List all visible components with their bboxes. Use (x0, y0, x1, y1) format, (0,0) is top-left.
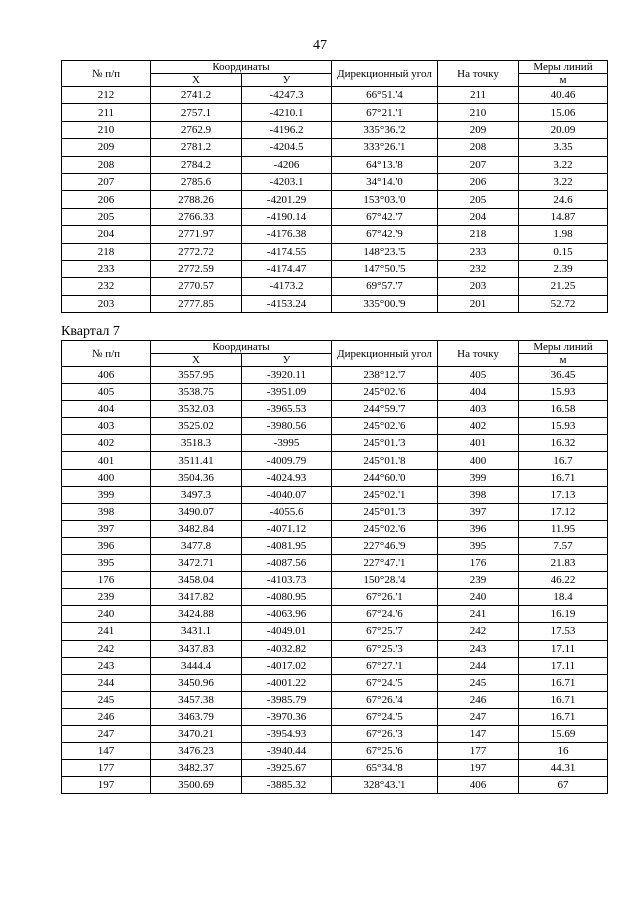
header-num: № п/п (62, 341, 151, 367)
cell-point-num: 400 (62, 469, 151, 486)
cell-angle: 34°14.'0 (332, 173, 438, 190)
cell-point-num: 239 (62, 589, 151, 606)
table-row (62, 520, 608, 537)
cell-x: 3458.04 (151, 572, 242, 589)
cell-angle: 148°23.'5 (332, 243, 438, 260)
cell-length: 21.25 (519, 278, 608, 295)
cell-point-num: 245 (62, 691, 151, 708)
cell-y: -4204.5 (242, 139, 332, 156)
cell-to-point: 402 (438, 418, 519, 435)
cell-to-point: 211 (438, 87, 519, 104)
cell-length: 16.32 (519, 435, 608, 452)
cell-length: 46.22 (519, 572, 608, 589)
cell-y: -4032.82 (242, 640, 332, 657)
cell-angle: 67°42.'9 (332, 226, 438, 243)
cell-x: 2741.2 (151, 87, 242, 104)
table-row (62, 674, 608, 691)
table-row (62, 243, 608, 260)
cell-to-point: 197 (438, 760, 519, 777)
cell-x: 2757.1 (151, 104, 242, 121)
cell-length: 16.7 (519, 452, 608, 469)
header-num: № п/п (62, 61, 151, 87)
cell-point-num: 218 (62, 243, 151, 260)
table-row (62, 121, 608, 138)
cell-length: 17.13 (519, 486, 608, 503)
header-angle: Дирекционный угол (332, 61, 438, 87)
cell-y: -4081.95 (242, 537, 332, 554)
cell-y: -3951.09 (242, 384, 332, 401)
cell-to-point: 210 (438, 104, 519, 121)
cell-angle: 245°02.'6 (332, 520, 438, 537)
cell-x: 3457.38 (151, 691, 242, 708)
cell-x: 3518.3 (151, 435, 242, 452)
table-row (62, 173, 608, 190)
cell-x: 3476.23 (151, 743, 242, 760)
cell-y: -4040.07 (242, 486, 332, 503)
cell-x: 2781.2 (151, 139, 242, 156)
table-row (62, 367, 608, 384)
cell-x: 3532.03 (151, 401, 242, 418)
cell-angle: 67°25.'6 (332, 743, 438, 760)
cell-y: -4071.12 (242, 520, 332, 537)
cell-length: 3.22 (519, 173, 608, 190)
cell-angle: 67°24.'6 (332, 606, 438, 623)
cell-length: 15.93 (519, 384, 608, 401)
cell-to-point: 206 (438, 173, 519, 190)
cell-angle: 245°01.'8 (332, 452, 438, 469)
cell-x: 2771.97 (151, 226, 242, 243)
cell-to-point: 245 (438, 674, 519, 691)
cell-angle: 245°01.'3 (332, 503, 438, 520)
cell-angle: 335°36.'2 (332, 121, 438, 138)
header-y: У (242, 354, 332, 367)
table-row (62, 208, 608, 225)
cell-y: -4190.14 (242, 208, 332, 225)
cell-to-point: 242 (438, 623, 519, 640)
table-row (62, 191, 608, 208)
cell-y: -3885.32 (242, 777, 332, 794)
cell-angle: 244°59.'7 (332, 401, 438, 418)
cell-x: 3497.3 (151, 486, 242, 503)
cell-point-num: 402 (62, 435, 151, 452)
cell-to-point: 405 (438, 367, 519, 384)
table-row (62, 295, 608, 312)
cell-to-point: 398 (438, 486, 519, 503)
table-row (62, 260, 608, 277)
cell-x: 3470.21 (151, 725, 242, 742)
cell-length: 17.11 (519, 657, 608, 674)
cell-angle: 64°13.'8 (332, 156, 438, 173)
cell-length: 36.45 (519, 367, 608, 384)
cell-to-point: 209 (438, 121, 519, 138)
table-row (62, 725, 608, 742)
cell-x: 2788.26 (151, 191, 242, 208)
cell-x: 2777.85 (151, 295, 242, 312)
cell-x: 3417.82 (151, 589, 242, 606)
cell-length: 44.31 (519, 760, 608, 777)
cell-to-point: 243 (438, 640, 519, 657)
cell-x: 2766.33 (151, 208, 242, 225)
cell-angle: 227°46.'9 (332, 537, 438, 554)
cell-y: -4174.55 (242, 243, 332, 260)
cell-y: -3965.53 (242, 401, 332, 418)
cell-length: 24.6 (519, 191, 608, 208)
cell-point-num: 210 (62, 121, 151, 138)
cell-length: 52.72 (519, 295, 608, 312)
cell-angle: 67°42.'7 (332, 208, 438, 225)
cell-x: 3500.69 (151, 777, 242, 794)
cell-point-num: 242 (62, 640, 151, 657)
cell-y: -4206 (242, 156, 332, 173)
cell-y: -4103.73 (242, 572, 332, 589)
cell-point-num: 176 (62, 572, 151, 589)
cell-angle: 67°27.'1 (332, 657, 438, 674)
cell-angle: 67°25.'3 (332, 640, 438, 657)
cell-point-num: 398 (62, 503, 151, 520)
cell-to-point: 401 (438, 435, 519, 452)
header-unit: м (519, 354, 608, 367)
cell-length: 15.06 (519, 104, 608, 121)
cell-point-num: 211 (62, 104, 151, 121)
cell-y: -3954.93 (242, 725, 332, 742)
cell-y: -3995 (242, 435, 332, 452)
cell-length: 15.69 (519, 725, 608, 742)
header-measures: Меры линий (519, 341, 608, 354)
cell-point-num: 208 (62, 156, 151, 173)
cell-angle: 147°50.'5 (332, 260, 438, 277)
cell-point-num: 396 (62, 537, 151, 554)
cell-to-point: 233 (438, 243, 519, 260)
cell-point-num: 147 (62, 743, 151, 760)
cell-to-point: 240 (438, 589, 519, 606)
cell-length: 16.71 (519, 469, 608, 486)
cell-angle: 69°57.'7 (332, 278, 438, 295)
cell-y: -3980.56 (242, 418, 332, 435)
cell-y: -3985.79 (242, 691, 332, 708)
cell-x: 3424.88 (151, 606, 242, 623)
cell-length: 67 (519, 777, 608, 794)
cell-x: 3472.71 (151, 555, 242, 572)
table-row (62, 606, 608, 623)
cell-to-point: 147 (438, 725, 519, 742)
cell-angle: 245°02.'1 (332, 486, 438, 503)
cell-y: -4001.22 (242, 674, 332, 691)
cell-x: 2784.2 (151, 156, 242, 173)
cell-to-point: 246 (438, 691, 519, 708)
cell-angle: 153°03.'0 (332, 191, 438, 208)
cell-x: 2772.59 (151, 260, 242, 277)
cell-point-num: 243 (62, 657, 151, 674)
cell-point-num: 204 (62, 226, 151, 243)
cell-length: 7.57 (519, 537, 608, 554)
cell-length: 1.98 (519, 226, 608, 243)
cell-x: 2770.57 (151, 278, 242, 295)
cell-y: -4153.24 (242, 295, 332, 312)
cell-x: 3538.75 (151, 384, 242, 401)
cell-point-num: 233 (62, 260, 151, 277)
cell-x: 3482.84 (151, 520, 242, 537)
cell-point-num: 244 (62, 674, 151, 691)
cell-length: 2.39 (519, 260, 608, 277)
cell-length: 3.22 (519, 156, 608, 173)
cell-point-num: 232 (62, 278, 151, 295)
table-row (62, 452, 608, 469)
cell-x: 3463.79 (151, 708, 242, 725)
table-row (62, 87, 608, 104)
cell-point-num: 401 (62, 452, 151, 469)
cell-length: 17.11 (519, 640, 608, 657)
table-row (62, 743, 608, 760)
cell-angle: 67°26.'4 (332, 691, 438, 708)
header-coords: Координаты (151, 341, 332, 354)
cell-angle: 328°43.'1 (332, 777, 438, 794)
section-title: Квартал 7 (61, 324, 120, 339)
cell-angle: 245°02.'6 (332, 384, 438, 401)
cell-angle: 245°01.'3 (332, 435, 438, 452)
table-row (62, 486, 608, 503)
cell-point-num: 209 (62, 139, 151, 156)
table-row (62, 503, 608, 520)
cell-point-num: 403 (62, 418, 151, 435)
cell-point-num: 212 (62, 87, 151, 104)
table-row (62, 708, 608, 725)
cell-length: 16.71 (519, 708, 608, 725)
cell-x: 3525.02 (151, 418, 242, 435)
cell-angle: 244°60.'0 (332, 469, 438, 486)
cell-point-num: 395 (62, 555, 151, 572)
cell-to-point: 207 (438, 156, 519, 173)
cell-length: 17.12 (519, 503, 608, 520)
table-row (62, 278, 608, 295)
cell-y: -4176.38 (242, 226, 332, 243)
cell-angle: 333°26.'1 (332, 139, 438, 156)
cell-length: 16.58 (519, 401, 608, 418)
cell-to-point: 203 (438, 278, 519, 295)
cell-x: 3482.37 (151, 760, 242, 777)
cell-length: 18.4 (519, 589, 608, 606)
cell-x: 3511.41 (151, 452, 242, 469)
coordinates-table-2 (61, 340, 608, 794)
cell-angle: 67°26.'3 (332, 725, 438, 742)
cell-x: 2762.9 (151, 121, 242, 138)
cell-to-point: 241 (438, 606, 519, 623)
cell-angle: 66°51.'4 (332, 87, 438, 104)
cell-length: 14.87 (519, 208, 608, 225)
cell-x: 3477.8 (151, 537, 242, 554)
cell-to-point: 176 (438, 555, 519, 572)
cell-to-point: 403 (438, 401, 519, 418)
cell-y: -4017.02 (242, 657, 332, 674)
cell-length: 16.71 (519, 691, 608, 708)
table-row (62, 589, 608, 606)
cell-y: -4174.47 (242, 260, 332, 277)
cell-y: -4210.1 (242, 104, 332, 121)
cell-point-num: 241 (62, 623, 151, 640)
cell-to-point: 201 (438, 295, 519, 312)
cell-length: 16.71 (519, 674, 608, 691)
cell-angle: 227°47.'1 (332, 555, 438, 572)
cell-to-point: 399 (438, 469, 519, 486)
cell-to-point: 247 (438, 708, 519, 725)
cell-angle: 65°34.'8 (332, 760, 438, 777)
cell-point-num: 247 (62, 725, 151, 742)
cell-to-point: 397 (438, 503, 519, 520)
cell-to-point: 395 (438, 537, 519, 554)
cell-angle: 245°02.'6 (332, 418, 438, 435)
table-row (62, 156, 608, 173)
table-row (62, 226, 608, 243)
cell-point-num: 177 (62, 760, 151, 777)
cell-point-num: 406 (62, 367, 151, 384)
cell-length: 3.35 (519, 139, 608, 156)
cell-y: -3940.44 (242, 743, 332, 760)
table-row (62, 572, 608, 589)
coordinates-table-1 (61, 60, 608, 313)
cell-point-num: 203 (62, 295, 151, 312)
table-row (62, 418, 608, 435)
cell-to-point: 244 (438, 657, 519, 674)
cell-y: -4247.3 (242, 87, 332, 104)
table-row (62, 623, 608, 640)
cell-x: 3504.36 (151, 469, 242, 486)
cell-y: -4173.2 (242, 278, 332, 295)
cell-length: 16 (519, 743, 608, 760)
cell-point-num: 405 (62, 384, 151, 401)
cell-point-num: 246 (62, 708, 151, 725)
cell-point-num: 206 (62, 191, 151, 208)
header-measures: Меры линий (519, 61, 608, 74)
cell-x: 3450.96 (151, 674, 242, 691)
cell-length: 17.53 (519, 623, 608, 640)
cell-y: -4049.01 (242, 623, 332, 640)
table-row (62, 435, 608, 452)
cell-x: 3444.4 (151, 657, 242, 674)
cell-x: 3431.1 (151, 623, 242, 640)
cell-y: -3920.11 (242, 367, 332, 384)
cell-x: 2785.6 (151, 173, 242, 190)
cell-length: 40.46 (519, 87, 608, 104)
cell-point-num: 205 (62, 208, 151, 225)
table-row (62, 401, 608, 418)
table-row (62, 640, 608, 657)
table-2-body (62, 367, 608, 794)
cell-to-point: 204 (438, 208, 519, 225)
cell-to-point: 404 (438, 384, 519, 401)
cell-point-num: 399 (62, 486, 151, 503)
cell-x: 3437.83 (151, 640, 242, 657)
cell-length: 11.95 (519, 520, 608, 537)
cell-x: 2772.72 (151, 243, 242, 260)
table-row (62, 777, 608, 794)
table-row (62, 384, 608, 401)
header-to-point: На точку (438, 341, 519, 367)
cell-to-point: 177 (438, 743, 519, 760)
header-coords: Координаты (151, 61, 332, 74)
header-to-point: На точку (438, 61, 519, 87)
cell-point-num: 397 (62, 520, 151, 537)
cell-angle: 150°28.'4 (332, 572, 438, 589)
table-1-body (62, 87, 608, 313)
cell-y: -4055.6 (242, 503, 332, 520)
page-number: 47 (313, 38, 327, 53)
table-row (62, 139, 608, 156)
table-row (62, 555, 608, 572)
cell-angle: 67°21.'1 (332, 104, 438, 121)
cell-y: -4203.1 (242, 173, 332, 190)
cell-y: -4063.96 (242, 606, 332, 623)
cell-x: 3490.07 (151, 503, 242, 520)
cell-to-point: 232 (438, 260, 519, 277)
cell-point-num: 197 (62, 777, 151, 794)
cell-point-num: 404 (62, 401, 151, 418)
table-row (62, 760, 608, 777)
cell-angle: 67°25.'7 (332, 623, 438, 640)
cell-y: -4080.95 (242, 589, 332, 606)
cell-x: 3557.95 (151, 367, 242, 384)
header-x: X (151, 354, 242, 367)
cell-length: 16.19 (519, 606, 608, 623)
table-row (62, 537, 608, 554)
cell-length: 21.83 (519, 555, 608, 572)
cell-to-point: 406 (438, 777, 519, 794)
table-row (62, 691, 608, 708)
cell-to-point: 400 (438, 452, 519, 469)
header-x: X (151, 74, 242, 87)
cell-y: -3925.67 (242, 760, 332, 777)
cell-point-num: 240 (62, 606, 151, 623)
cell-to-point: 396 (438, 520, 519, 537)
cell-to-point: 218 (438, 226, 519, 243)
cell-to-point: 208 (438, 139, 519, 156)
cell-angle: 67°26.'1 (332, 589, 438, 606)
cell-length: 0.15 (519, 243, 608, 260)
cell-point-num: 207 (62, 173, 151, 190)
cell-y: -3970.36 (242, 708, 332, 725)
header-unit: м (519, 74, 608, 87)
cell-y: -4201.29 (242, 191, 332, 208)
header-angle: Дирекционный угол (332, 341, 438, 367)
cell-to-point: 239 (438, 572, 519, 589)
cell-y: -4024.93 (242, 469, 332, 486)
cell-y: -4087.56 (242, 555, 332, 572)
header-y: У (242, 74, 332, 87)
cell-y: -4196.2 (242, 121, 332, 138)
cell-y: -4009.79 (242, 452, 332, 469)
cell-length: 15.93 (519, 418, 608, 435)
cell-angle: 238°12.'7 (332, 367, 438, 384)
cell-angle: 67°24.'5 (332, 674, 438, 691)
table-row (62, 104, 608, 121)
table-row (62, 469, 608, 486)
cell-angle: 67°24.'5 (332, 708, 438, 725)
table-row (62, 657, 608, 674)
cell-to-point: 205 (438, 191, 519, 208)
cell-length: 20.09 (519, 121, 608, 138)
cell-angle: 335°00.'9 (332, 295, 438, 312)
